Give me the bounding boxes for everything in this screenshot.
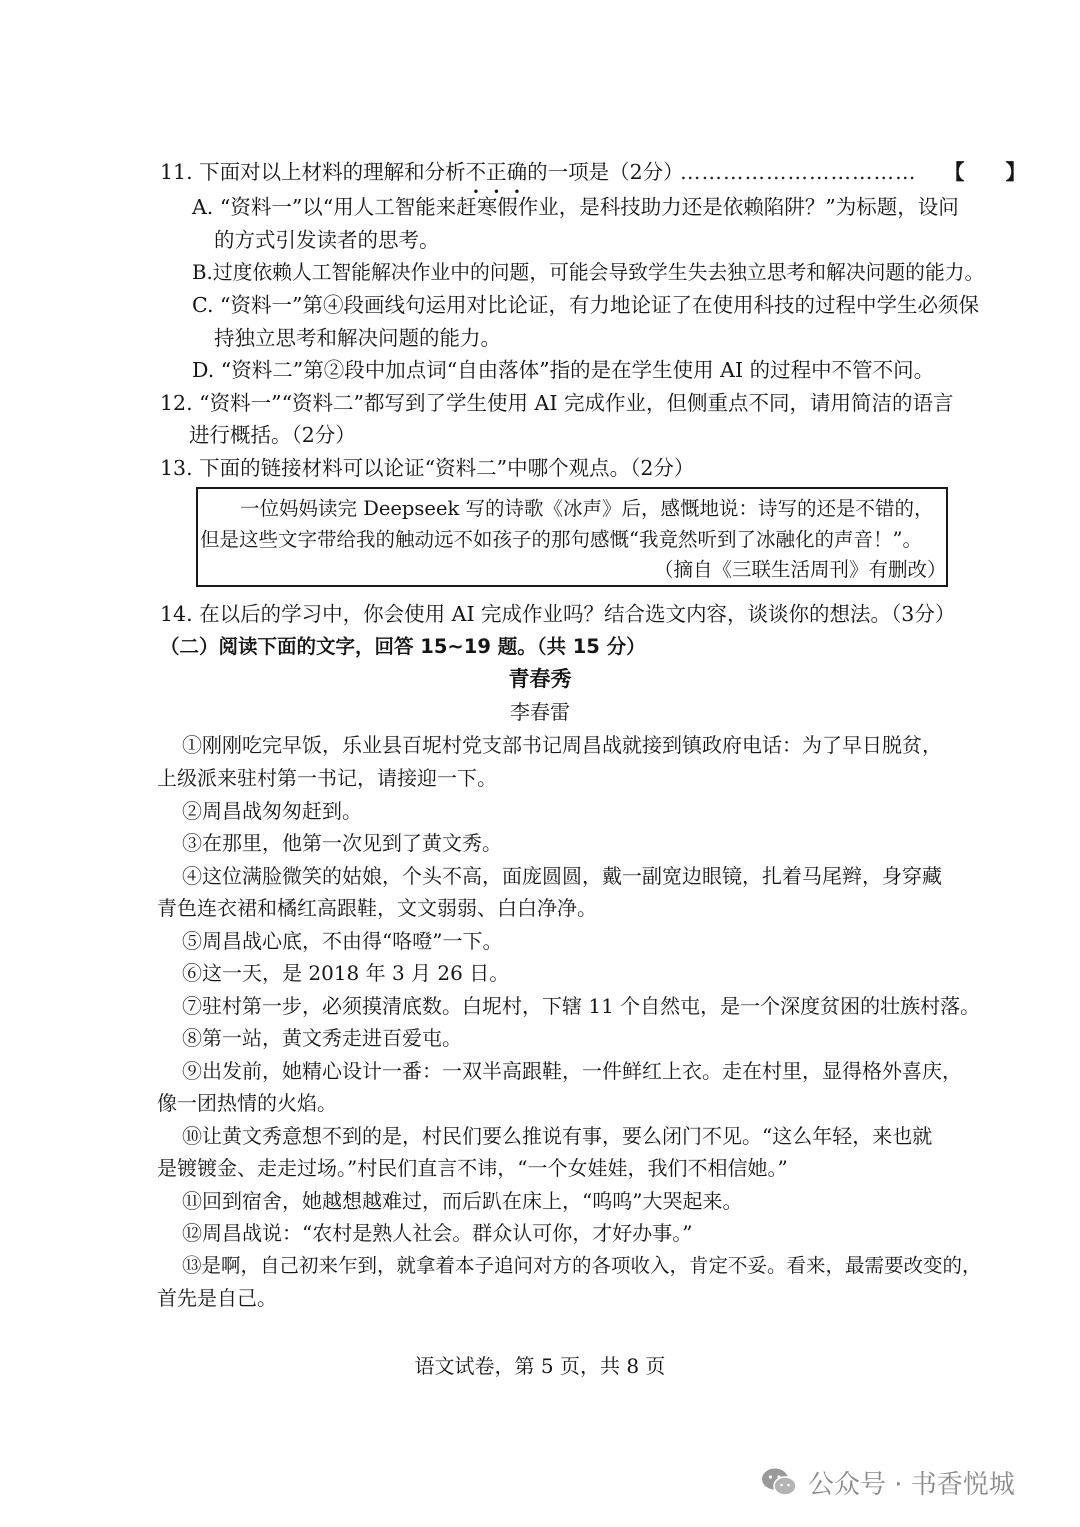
story-paragraph-11: ⑪回到宿舍，她越想越难过，而后趴在床上，“呜呜”大哭起来。: [182, 1189, 743, 1213]
story-paragraph-4-line2: 青色连衣裙和橘红高跟鞋，文文弱弱、白白净净。: [157, 896, 597, 920]
q13-line1: 13. 下面的链接材料可以论证“资料二”中哪个观点。（2分）: [160, 456, 695, 480]
story-paragraph-9-line1: ⑨出发前，她精心设计一番：一双半高跟鞋，一件鲜红上衣。走在村里，显得格外喜庆，: [182, 1059, 962, 1083]
story-title: 青春秀: [508, 666, 572, 691]
story-paragraph-5: ⑤周昌战心底，不由得“咯噔”一下。: [182, 929, 503, 953]
q11-option-c-line1: C. “资料一”第④段画线句运用对比论证，有力地论证了在使用科技的过程中学生必须保: [192, 293, 979, 317]
emphasis-char: 正: [486, 160, 507, 184]
wechat-icon: [760, 1467, 798, 1497]
q11-option-c-line2: 持独立思考和解决问题的能力。: [214, 326, 501, 350]
story-paragraph-3: ③在那里，他第一次见到了黄文秀。: [182, 831, 502, 855]
page-footer: 语文试卷，第 5 页，共 8 页: [414, 1354, 666, 1378]
story-paragraph-1-line1: ①刚刚吃完早饭，乐业县百坭村党支部书记周昌战就接到镇政府电话：为了早日脱贫，: [182, 733, 942, 757]
q12-line2: 进行概括。（2分）: [189, 423, 356, 447]
story-paragraph-1-line2: 上级派来驻村第一书记，请接迎一下。: [157, 766, 497, 790]
q11-option-d: D. “资料二”第②段中加点词“自由落体”指的是在学生使用 AI 的过程中不管不问。: [192, 358, 935, 382]
answer-leader-dots: ……………………………: [680, 160, 917, 184]
quote-line1: 一位妈妈读完 Deepseek 写的诗歌《冰声》后，感慨地说：诗写的还是不错的，: [240, 497, 934, 520]
watermark-text: 公众号 · 书香悦城: [808, 1469, 1015, 1500]
emphasis-char: 不: [465, 160, 487, 184]
story-paragraph-2: ②周昌战匆匆赶到。: [182, 799, 362, 823]
story-paragraph-7: ⑦驻村第一步，必须摸清底数。白坭村，下辖 11 个自然屯，是一个深度贫困的壮族村落。: [182, 994, 981, 1018]
quote-source: （摘自《三联生活周刊》有删改）: [654, 558, 947, 581]
q11-stem-row: [160, 158, 1026, 188]
story-paragraph-10-line1: ⑩让黄文秀意想不到的是，村民们要么推说有事，要么闭门不见。“这么年轻，来也就: [182, 1124, 933, 1148]
story-paragraph-6: ⑥这一天，是 2018 年 3 月 26 日。: [182, 961, 510, 985]
q11-option-b: B.过度依赖人工智能解决作业中的问题，可能会导致学生失去独立思考和解决问题的能力。: [192, 261, 985, 284]
story-paragraph-9-line2: 像一团热情的火焰。: [157, 1091, 337, 1115]
q11-stem: 11. 下面对以上材料的理解和分析不正确的一项是（2分）: [160, 160, 684, 184]
quote-line2: 但是这些文字带给我的触动远不如孩子的那句感慨“我竟然听到了冰融化的声音！”。: [200, 528, 922, 551]
q11-option-a-line2: 的方式引发读者的思考。: [214, 228, 440, 252]
q12-line1: 12. “资料一”“资料二”都写到了学生使用 AI 完成作业，但侧重点不同，请用简洁的语言: [160, 391, 954, 415]
story-paragraph-12: ⑫周昌战说：“农村是熟人社会。群众认可你，才好办事。”: [182, 1221, 693, 1245]
q14-line1: 14. 在以后的学习中，你会使用 AI 完成作业吗？结合选文内容，谈谈你的想法。（3分）: [160, 602, 956, 626]
story-paragraph-13-line2: 首先是自己。: [157, 1286, 277, 1310]
story-paragraph-8: ⑧第一站，黄文秀走进百爱屯。: [182, 1026, 462, 1050]
story-paragraph-13-line1: ⑬是啊，自己初来乍到，就拿着本子追问对方的各项收入，肯定不妥。看来，最需要改变的，: [182, 1254, 982, 1277]
story-author: 李春雷: [510, 700, 570, 724]
emphasis-char: 确: [506, 160, 528, 184]
q11-option-a-line1: A. “资料一”以“用人工智能来赶寒假作业，是科技助力还是依赖陷阱？”为标题，设问: [192, 195, 959, 219]
watermark: [760, 1462, 1015, 1502]
linked-material-box: [196, 487, 948, 587]
story-paragraph-4-line1: ④这位满脸微笑的姑娘，个头不高，面庞圆圆，戴一副宽边眼镜，扎着马尾辫，身穿藏: [182, 864, 942, 888]
answer-bracket: 【 】: [944, 160, 1026, 184]
section2-heading: （二）阅读下面的文字，回答 15~19 题。（共 15 分）: [160, 635, 646, 658]
story-paragraph-10-line2: 是镀镀金、走走过场。”村民们直言不讳，“一个女娃娃，我们不相信她。”: [157, 1156, 788, 1180]
